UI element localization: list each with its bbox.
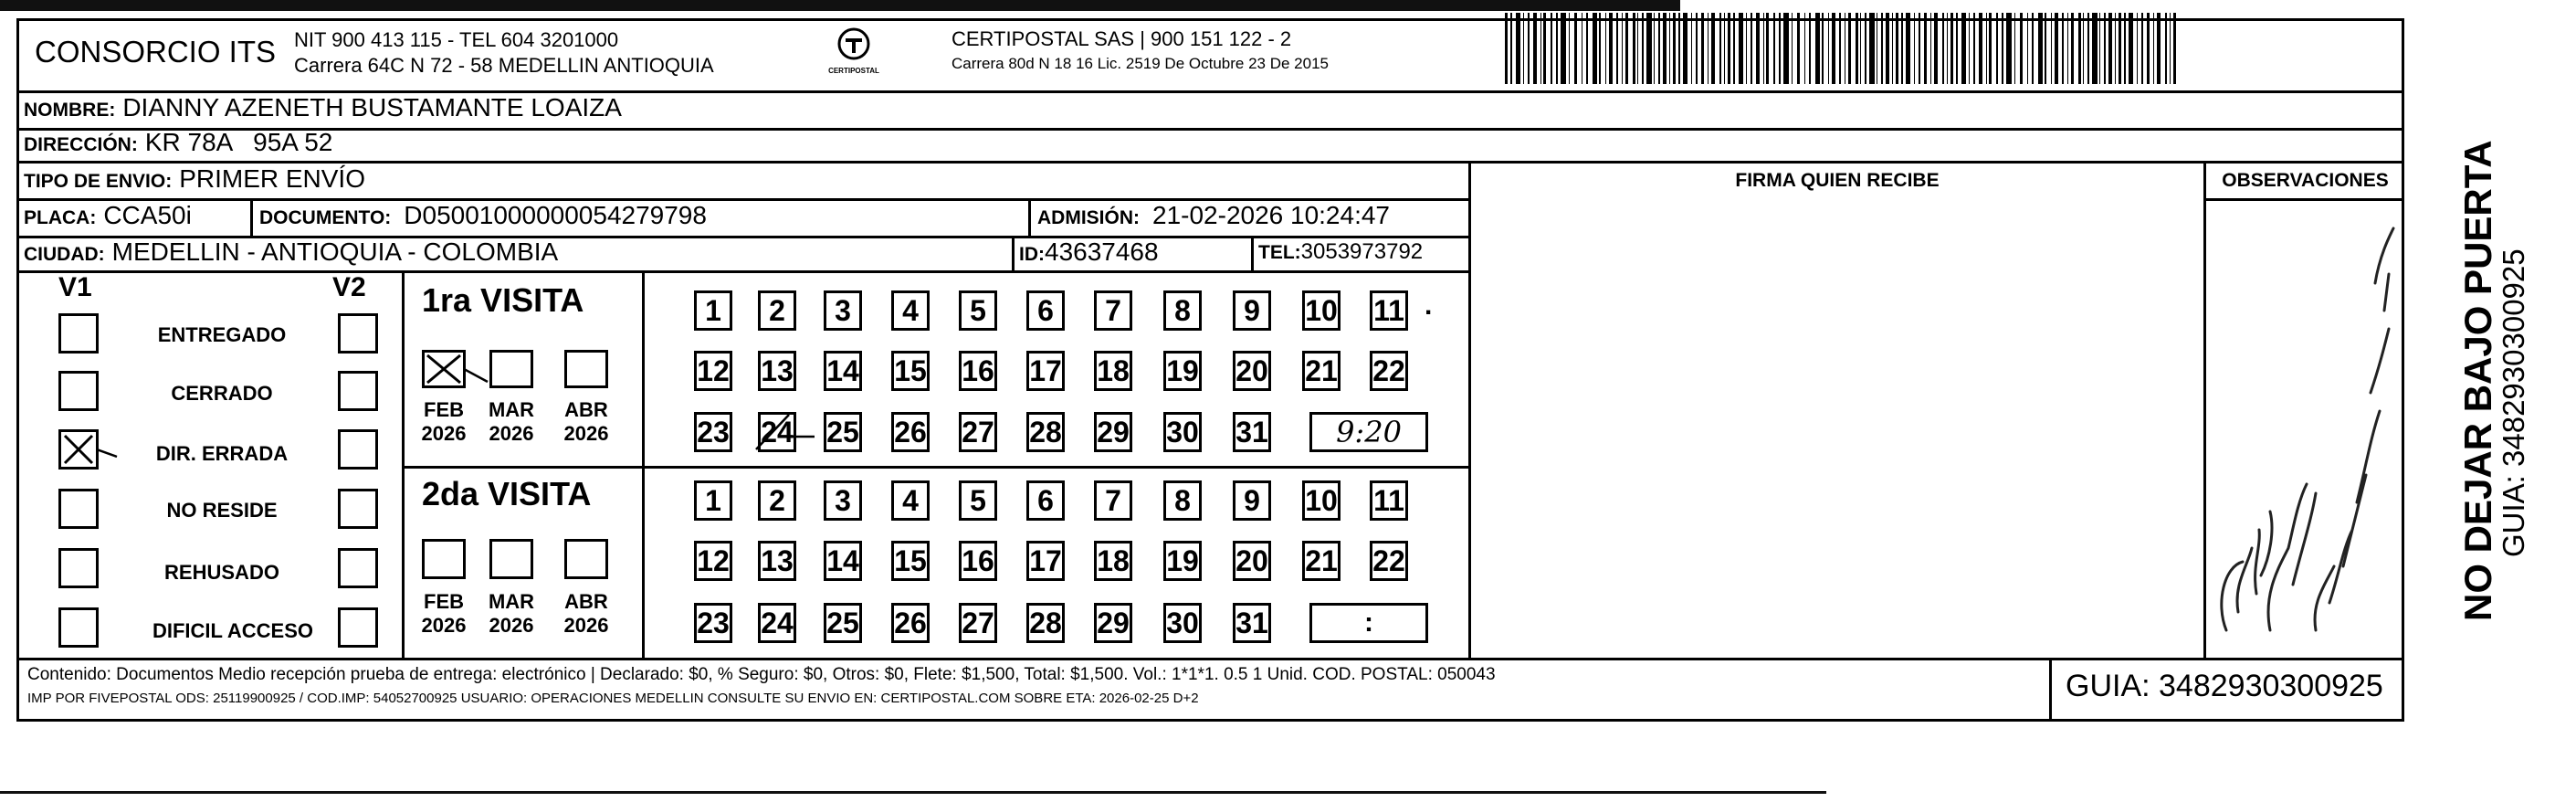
visita2-day-7[interactable]: 7 (1094, 480, 1132, 521)
option-dificil-acceso: DIFICIL ACCESO (152, 619, 313, 642)
visita1-day-1[interactable]: 1 (694, 290, 732, 331)
visita2-month-mar (484, 590, 539, 638)
visita1-time-box[interactable] (1309, 412, 1428, 452)
nombre-value: DIANNY AZENETH BUSTAMANTE LOAIZA (122, 93, 622, 121)
month-year: 2026 (489, 422, 534, 445)
col-visitas-left (402, 270, 405, 658)
company-nit-tel: NIT 900 413 115 - TEL 604 3201000 (294, 28, 619, 51)
visita2-month-abr-checkbox[interactable] (564, 539, 608, 579)
documento-row (259, 201, 707, 230)
visita2-month-abr (559, 590, 614, 638)
observaciones-area[interactable] (2206, 201, 2404, 658)
nombre-label: NOMBRE: (24, 100, 116, 121)
visita1-day-18[interactable]: 18 (1094, 351, 1132, 391)
visita1-day-17[interactable]: 17 (1026, 351, 1065, 391)
postal-address: Carrera 80d N 18 16 Lic. 2519 De Octubre 23 De 2015 (952, 55, 1329, 72)
check-tail-icon (464, 367, 489, 387)
visita2-month-feb-checkbox[interactable] (422, 539, 466, 579)
visita2-day-4[interactable]: 4 (891, 480, 930, 521)
visita2-day-15[interactable]: 15 (891, 541, 930, 581)
side-panel (2403, 0, 2576, 802)
month-year: 2026 (421, 422, 467, 445)
bottom-print-line (0, 791, 1826, 794)
visita1-day-19[interactable]: 19 (1163, 351, 1202, 391)
option-entregado: ENTREGADO (157, 323, 287, 346)
visita2-day-19[interactable]: 19 (1163, 541, 1202, 581)
month-name: ABR (564, 398, 608, 421)
visita1-day-28[interactable]: 28 (1026, 412, 1065, 452)
visita2-day-8[interactable]: 8 (1163, 480, 1202, 521)
footer-contenido: Contenido: Documentos Medio recepción prueba de entrega: electrónico | Declarado: $0, % Seguro: $0, Otros: $0, Flete: $1,500, Total: $1,500. Vol.: 1*1*1. 0.5 1 Unid. COD. POSTAL: 050043 (27, 665, 1496, 684)
rule-direccion (16, 161, 2404, 164)
direccion-row (24, 128, 332, 157)
visita2-day-1[interactable]: 1 (694, 480, 732, 521)
visita1-day-7[interactable]: 7 (1094, 290, 1132, 331)
logo-text: CERTIPOSTAL (828, 67, 879, 75)
footer-text (27, 665, 1496, 706)
documento-label: DOCUMENTO: (259, 207, 392, 228)
id-value: 43637468 (1045, 237, 1159, 266)
visita1-title: 1ra VISITA (422, 281, 584, 319)
visita1-day-26[interactable]: 26 (891, 412, 930, 452)
day-24-strike-mark (752, 409, 816, 455)
observaciones-label: OBSERVACIONES (2222, 170, 2389, 191)
visita2-day-16[interactable]: 16 (959, 541, 997, 581)
month-year: 2026 (563, 422, 609, 445)
visita1-day-4[interactable]: 4 (891, 290, 930, 331)
visita2-time-box[interactable] (1309, 603, 1428, 643)
month-name: FEB (424, 398, 464, 421)
check-x-icon (61, 432, 96, 467)
ciudad-value: MEDELLIN - ANTIOQUIA - COLOMBIA (111, 237, 559, 266)
month-name: FEB (424, 590, 464, 613)
visita2-day-5[interactable]: 5 (959, 480, 997, 521)
visita2-day-22[interactable]: 22 (1370, 541, 1408, 581)
visita2-day-23[interactable]: 23 (694, 603, 732, 643)
nombre-row (24, 93, 622, 122)
v2-dificil-acceso-checkbox[interactable] (338, 607, 378, 648)
option-no-reside: NO RESIDE (166, 499, 278, 522)
documento-value: D05001000000054279798 (404, 201, 707, 229)
month-name: ABR (564, 590, 608, 613)
visita2-day-2[interactable]: 2 (758, 480, 796, 521)
tel-value: 3053973792 (1300, 239, 1424, 264)
tipo-row (24, 164, 365, 194)
direccion-label: DIRECCIÓN: (24, 134, 138, 155)
visita2-day-12[interactable]: 12 (694, 541, 732, 581)
visita1-day-24[interactable]: 24 (758, 412, 796, 452)
visita1-day-20[interactable]: 20 (1233, 351, 1271, 391)
visita1-day-8[interactable]: 8 (1163, 290, 1202, 331)
month-year: 2026 (421, 614, 467, 637)
v1-label: V1 (58, 272, 92, 302)
visita1-day-6[interactable]: 6 (1026, 290, 1065, 331)
visita1-day-3[interactable]: 3 (824, 290, 862, 331)
footer-imp: IMP POR FIVEPOSTAL ODS: 25119900925 / COD.IMP: 54052700925 USUARIO: OPERACIONES MEDELLIN CONSULTE SU ENVIO EN: CERTIPOSTAL.COM SOBRE ETA: 2026-02-25 D+2 (27, 691, 1199, 706)
visita1-day-23[interactable]: 23 (694, 412, 732, 452)
placa-row (24, 201, 192, 230)
visita1-month-feb-checkbox[interactable] (422, 350, 466, 388)
v1-dir-errada-checkbox[interactable] (58, 429, 99, 470)
side-guia: GUIA: 3482930300925 (2497, 248, 2530, 557)
month-year: 2026 (563, 614, 609, 637)
v1-no-reside-checkbox[interactable] (58, 489, 99, 529)
visita2-day-28[interactable]: 28 (1026, 603, 1065, 643)
visita2-day-29[interactable]: 29 (1094, 603, 1132, 643)
col-admision (1028, 198, 1031, 236)
visita1-day-2[interactable]: 2 (758, 290, 796, 331)
visita2-day-17[interactable]: 17 (1026, 541, 1065, 581)
v2-entregado-checkbox[interactable] (338, 313, 378, 354)
col-days-left (642, 270, 645, 658)
tipo-label: TIPO DE ENVIO: (24, 171, 173, 192)
month-name: MAR (488, 398, 535, 421)
v1-cerrado-checkbox[interactable] (58, 371, 99, 411)
visita1-day-21[interactable]: 21 (1302, 351, 1341, 391)
rule-ciudad (16, 270, 1468, 273)
v2-no-reside-checkbox[interactable] (338, 489, 378, 529)
company-address: Carrera 64C N 72 - 58 MEDELLIN ANTIOQUIA (294, 54, 714, 77)
rule-footer (16, 658, 2404, 660)
admision-row (1037, 201, 1390, 230)
option-cerrado: CERRADO (171, 382, 273, 405)
visita2-month-mar-checkbox[interactable] (489, 539, 533, 579)
visita2-day-14[interactable]: 14 (824, 541, 862, 581)
visita1-day-13[interactable]: 13 (758, 351, 796, 391)
v2-dir-errada-checkbox[interactable] (338, 429, 378, 470)
placa-label: PLACA: (24, 207, 97, 228)
rule-visitas (402, 466, 1468, 469)
visita1-month-abr (559, 398, 614, 446)
tel-label: TEL: (1258, 242, 1301, 263)
visita2-day-11[interactable]: 11 (1370, 480, 1408, 521)
col-guia (2049, 658, 2052, 722)
visita1-month-mar-checkbox[interactable] (489, 350, 533, 388)
visita1-time-value: 9:20 (1336, 415, 1402, 449)
top-print-bar (0, 0, 1680, 11)
v2-cerrado-checkbox[interactable] (338, 371, 378, 411)
direccion-value: KR 78A 95A 52 (144, 128, 333, 156)
visita1-day-12[interactable]: 12 (694, 351, 732, 391)
admision-value: 21-02-2026 10:24:47 (1152, 201, 1390, 229)
visita1-day-10[interactable]: 10 (1302, 290, 1341, 331)
v2-label: V2 (332, 272, 366, 302)
visita1-day-11[interactable]: 11 (1370, 290, 1408, 331)
visita1-day-22[interactable]: 22 (1370, 351, 1408, 391)
visita2-day-31[interactable]: 31 (1233, 603, 1271, 643)
visita2-day-10[interactable]: 10 (1302, 480, 1341, 521)
col-id (1012, 236, 1015, 270)
month-name: MAR (488, 590, 535, 613)
ciudad-label: CIUDAD: (24, 244, 105, 265)
col-documento (250, 198, 253, 236)
visita1-day-5[interactable]: 5 (959, 290, 997, 331)
visita1-day-27[interactable]: 27 (959, 412, 997, 452)
id-label: ID: (1019, 244, 1045, 265)
visita1-month-abr-checkbox[interactable] (564, 350, 608, 388)
v1-dificil-acceso-checkbox[interactable] (58, 607, 99, 648)
visita2-day-24[interactable]: 24 (758, 603, 796, 643)
company-name: CONSORCIO ITS (35, 35, 277, 69)
visita2-day-18[interactable]: 18 (1094, 541, 1132, 581)
ciudad-row (24, 237, 558, 267)
option-dir-errada: DIR. ERRADA (155, 442, 289, 465)
visita1-day-14[interactable]: 14 (824, 351, 862, 391)
firma-label: FIRMA QUIEN RECIBE (1735, 170, 1940, 191)
check-x-icon (425, 353, 463, 385)
visita2-day-3[interactable]: 3 (824, 480, 862, 521)
rule-nombre (16, 128, 2404, 131)
admision-label: ADMISIÓN: (1037, 207, 1140, 228)
visita2-month-feb (418, 590, 469, 638)
visita2-day-6[interactable]: 6 (1026, 480, 1065, 521)
visita1-day-31[interactable]: 31 (1233, 412, 1271, 452)
signature-area[interactable] (1471, 201, 2203, 658)
visita1-day-29[interactable]: 29 (1094, 412, 1132, 452)
visita1-day-30[interactable]: 30 (1163, 412, 1202, 452)
visita2-day-20[interactable]: 20 (1233, 541, 1271, 581)
visita2-day-13[interactable]: 13 (758, 541, 796, 581)
trailing-dot: . (1425, 290, 1433, 321)
v1-entregado-checkbox[interactable] (58, 313, 99, 354)
footer-guia: GUIA: 3482930300925 (2066, 669, 2383, 703)
visita1-month-mar (484, 398, 539, 446)
visita1-day-15[interactable]: 15 (891, 351, 930, 391)
visita1-day-16[interactable]: 16 (959, 351, 997, 391)
visita2-title: 2da VISITA (422, 475, 592, 512)
visita2-day-30[interactable]: 30 (1163, 603, 1202, 643)
month-year: 2026 (489, 614, 534, 637)
v1-rehusado-checkbox[interactable] (58, 548, 99, 588)
visita2-day-26[interactable]: 26 (891, 603, 930, 643)
visita2-day-21[interactable]: 21 (1302, 541, 1341, 581)
visita1-month-feb (418, 398, 469, 446)
visita1-day-25[interactable]: 25 (824, 412, 862, 452)
placa-value: CCA50i (103, 201, 192, 229)
visita2-time-value: : (1364, 607, 1373, 638)
postal-name: CERTIPOSTAL SAS | 900 151 122 - 2 (952, 27, 1292, 50)
visita2-day-25[interactable]: 25 (824, 603, 862, 643)
handwriting-observaciones (2206, 201, 2404, 658)
col-tel (1251, 236, 1254, 270)
tipo-value: PRIMER ENVÍO (179, 164, 365, 193)
visita2-day-27[interactable]: 27 (959, 603, 997, 643)
tel-row (1258, 239, 1423, 265)
option-rehusado: REHUSADO (164, 561, 279, 584)
visita2-day-9[interactable]: 9 (1233, 480, 1271, 521)
v2-rehusado-checkbox[interactable] (338, 548, 378, 588)
id-row (1019, 237, 1159, 267)
visita1-day-9[interactable]: 9 (1233, 290, 1271, 331)
side-warning: NO DEJAR BAJO PUERTA (2456, 140, 2499, 621)
